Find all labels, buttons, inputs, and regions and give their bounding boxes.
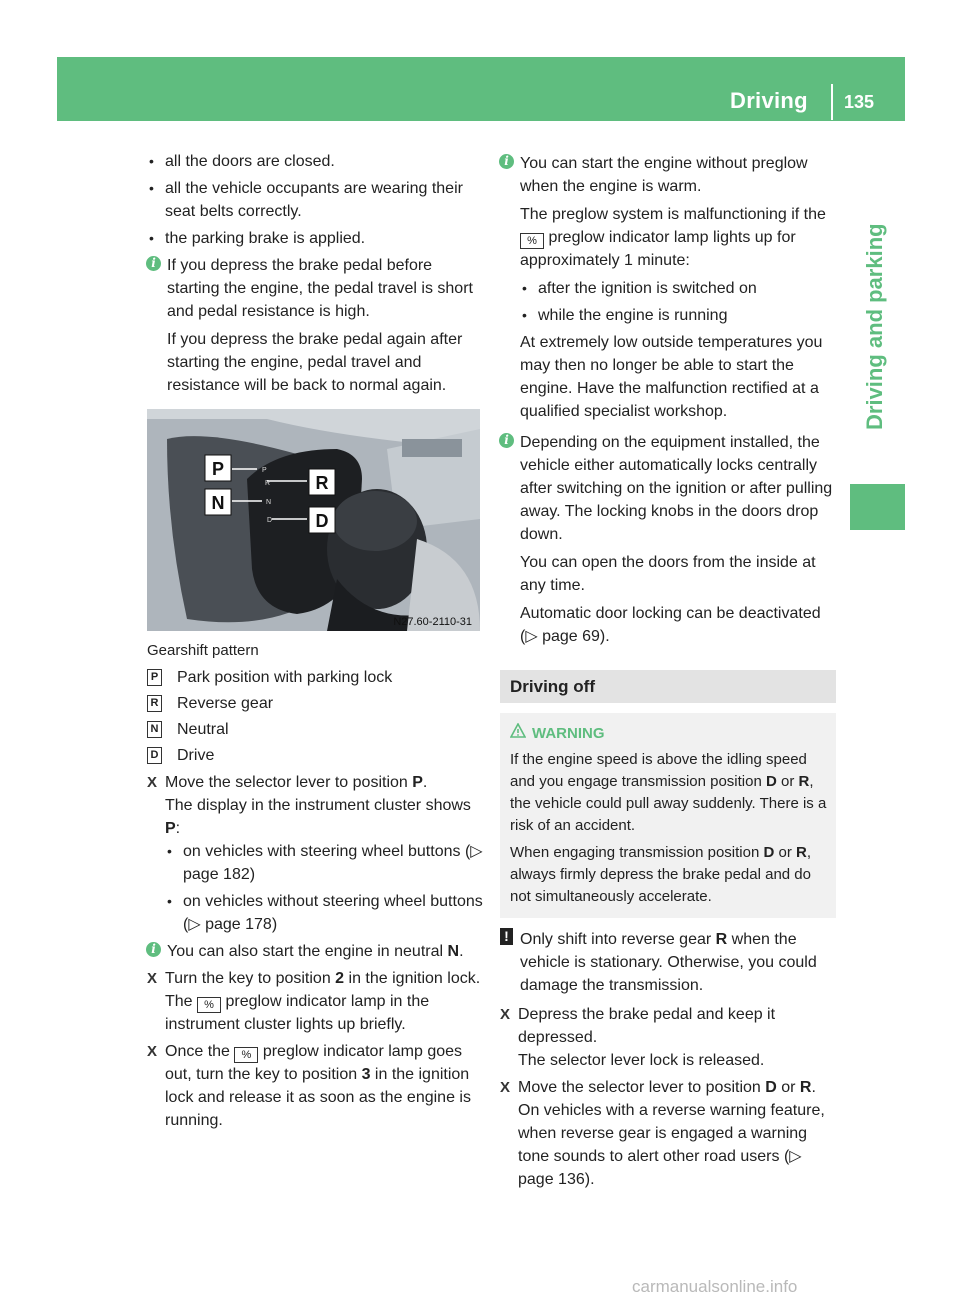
info-text: You can also start the engine in neutral [167, 943, 448, 960]
warning-text: When engaging transmission position [510, 844, 764, 861]
instruction-step [147, 967, 483, 1036]
info-note [147, 940, 483, 963]
step-bold: 3 [361, 1066, 371, 1083]
step-bold: D [765, 1079, 777, 1096]
instruction-step [147, 1040, 483, 1132]
gear-key-icon: D [147, 747, 162, 764]
step-text: : [175, 820, 181, 837]
gear-label-r: R [315, 473, 329, 493]
info-note [500, 152, 836, 423]
gear-legend-label: Neutral [177, 721, 229, 738]
step-text: On vehicles with a reverse warning feature, when reverse gear is engaged a warning tone sounds to alert other road users (▷ page 136). [518, 1102, 825, 1188]
warning-icon [510, 723, 526, 739]
info-text: The preglow system is malfunctioning if the [520, 206, 826, 223]
list-item: • after the ignition is switched on [520, 277, 836, 300]
step-text: Turn the key to position [165, 970, 336, 987]
header-title: Driving [730, 88, 808, 113]
gear-legend-item [147, 744, 483, 767]
warning-bold: D [763, 844, 775, 861]
caution-note [500, 928, 836, 997]
step-arrow-icon: X [147, 970, 158, 987]
gear-legend-item [147, 718, 483, 741]
gear-key-icon: N [147, 721, 162, 738]
section-heading: Driving off [500, 670, 836, 703]
step-text: Move the selector lever to position [518, 1079, 766, 1096]
warning-bold: R [798, 773, 810, 790]
list-item: • on vehicles with steering wheel buttons (▷ page 182) [165, 840, 483, 886]
instruction-step [500, 1003, 836, 1072]
step-text: The display in the instrument cluster shows [165, 797, 471, 814]
exclamation-icon: ! [500, 928, 513, 945]
right-column [500, 150, 836, 1195]
header-separator [831, 84, 833, 120]
warning-text: or [776, 773, 799, 790]
side-tab-block [850, 484, 905, 530]
info-text: preglow indicator lamp lights up for approximately 1 minute: [520, 229, 796, 269]
note-text: when the vehicle is stationary. Otherwise, you could damage the transmission. [520, 931, 817, 994]
info-text: At extremely low outside temperatures you may then no longer be able to start the engine. Have the malfunction rectified at a qualified specialist workshop. [520, 334, 823, 420]
gear-label-n: N [211, 493, 225, 513]
gear-legend-item [147, 692, 483, 715]
list-item: • the parking brake is applied. [147, 227, 483, 250]
step-text: preglow indicator lamp goes out, turn the key to position [165, 1043, 463, 1083]
list-item: • all the vehicle occupants are wearing their seat belts correctly. [147, 177, 483, 223]
step-bold: R [799, 1079, 812, 1096]
list-item: • while the engine is running [520, 304, 836, 327]
figure-code: N27.60-2110-31 [393, 616, 472, 628]
gearshift-figure [147, 409, 480, 631]
info-note [147, 254, 483, 397]
info-icon: i [146, 256, 161, 271]
info-text: . [459, 943, 464, 960]
step-text: in the ignition lock. [344, 970, 481, 987]
step-arrow-icon: X [147, 774, 158, 791]
info-text: You can start the engine without preglow when the engine is warm. [520, 155, 808, 195]
preglow-icon: % [197, 997, 221, 1013]
side-tab-label: Driving and parking [862, 223, 887, 430]
gate-mark-n: N [266, 499, 272, 506]
left-column [147, 150, 483, 1136]
step-text: or [776, 1079, 800, 1096]
info-icon: i [146, 942, 161, 957]
warning-box [500, 713, 836, 918]
gear-legend-label: Drive [177, 747, 215, 764]
note-text: Only shift into reverse gear [520, 931, 716, 948]
step-bold: P [412, 774, 423, 791]
step-text: The selector lever lock is released. [518, 1052, 765, 1069]
info-icon: i [499, 433, 514, 448]
step-text: The [165, 993, 198, 1010]
info-text: Automatic door locking can be deactivated (▷ page 69). [520, 605, 821, 645]
info-text: You can open the doors from the inside at any time. [520, 554, 816, 594]
step-arrow-icon: X [500, 1079, 511, 1096]
warning-text: , always firmly depress the brake pedal and do not simultaneously accelerate. [510, 844, 812, 905]
warning-text: or [774, 844, 797, 861]
gear-legend-label: Park position with parking lock [177, 669, 393, 686]
gate-mark-r: R [265, 480, 271, 487]
step-text: in the ignition lock and release it as soon as the engine is running. [165, 1066, 471, 1129]
warning-bold: R [796, 844, 807, 861]
warning-bold: D [766, 773, 777, 790]
page-number: 135 [844, 92, 875, 112]
note-bold: R [715, 931, 728, 948]
step-text: Move the selector lever to position [165, 774, 413, 791]
instruction-step [500, 1076, 836, 1191]
info-bold: N [447, 943, 460, 960]
list-item: • on vehicles without steering wheel buttons (▷ page 178) [165, 890, 483, 936]
step-text: Depress the brake pedal and keep it depressed. [518, 1006, 776, 1046]
watermark: carmanualsonline.info [632, 1277, 798, 1296]
gear-legend-label: Reverse gear [177, 695, 274, 712]
gate-mark-d: D [267, 517, 273, 524]
info-note [500, 431, 836, 648]
step-text: Once the [165, 1043, 235, 1060]
gear-key-icon: P [147, 669, 162, 686]
info-icon: i [499, 154, 514, 169]
gear-label-p: P [211, 459, 225, 479]
warning-title-text: WARNING [532, 725, 605, 742]
step-arrow-icon: X [500, 1006, 511, 1023]
step-text: . [811, 1079, 816, 1096]
instruction-step [147, 771, 483, 936]
info-text: If you depress the brake pedal again after starting the engine, pedal travel and resistance will be back to normal again. [167, 331, 463, 394]
step-bold: P [165, 820, 176, 837]
gate-mark-p: P [262, 467, 267, 474]
warning-title [510, 723, 828, 745]
gearshift-illustration [147, 409, 480, 631]
info-text: If you depress the brake pedal before starting the engine, the pedal travel is short and pedal resistance is high. [167, 257, 473, 320]
gear-label-d: D [315, 511, 329, 531]
step-text: preglow indicator lamp in the instrument cluster lights up briefly. [165, 993, 430, 1033]
step-arrow-icon: X [147, 1043, 158, 1060]
info-text: Depending on the equipment installed, the vehicle either automatically locks centrally after switching on the ignition or after pulling away. The locking knobs in the doors drop down. [520, 434, 833, 543]
warning-text: , the vehicle could pull away suddenly. There is a risk of an accident. [510, 773, 827, 834]
step-text: . [422, 774, 428, 791]
gear-key-icon: R [147, 695, 162, 712]
preglow-icon: % [520, 233, 544, 249]
figure-caption: Gearshift pattern [147, 642, 259, 659]
preglow-icon: % [234, 1047, 258, 1063]
list-item: • all the doors are closed. [147, 150, 483, 173]
warning-text: If the engine speed is above the idling speed and you engage transmission position [510, 751, 807, 790]
step-bold: 2 [335, 970, 345, 987]
gear-legend-item [147, 666, 483, 689]
